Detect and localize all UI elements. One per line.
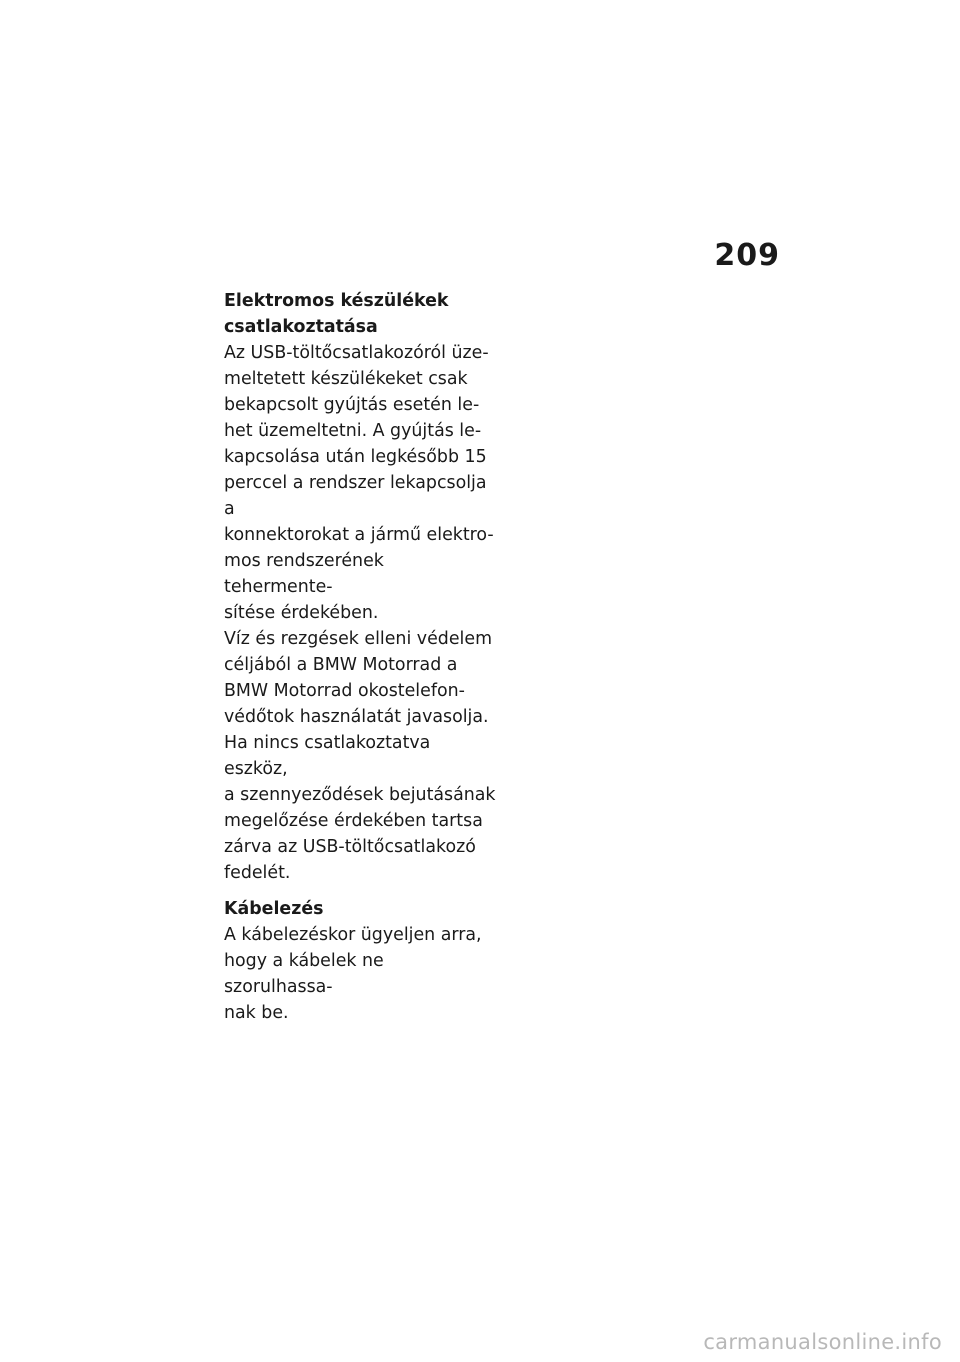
watermark: carmanualsonline.info — [703, 1330, 942, 1354]
paragraph-usb-operation: Az USB-töltőcsatlakozóról üze- meltetett készülékeket csak bekapcsolt gyújtás esetén le- het üzemeltetni. A gyújtás le- kapcsolása után legkésőbb 15 perccel a rendszer lekapcsolja a konnektorokat a jármű elektro- mos rendszerének tehermente- sítése érdekében. — [224, 343, 494, 623]
paragraph-cabling: A kábelezéskor ügyeljen arra, hogy a kábelek ne szorulhassa- nak be. — [224, 925, 482, 1023]
paragraph-smartphone-case: Víz és rezgések elleni védelem céljából a BMW Motorrad a BMW Motorrad okostelefon- védőtok használatát javasolja. — [224, 629, 493, 727]
document-body — [224, 288, 496, 1026]
section-heading-line-1: Elektromos készülékek — [224, 291, 449, 311]
section-cabling — [224, 896, 496, 1026]
paragraph-usb-cover: Ha nincs csatlakoztatva eszköz, a szennyeződések bejutásának megelőzése érdekében tartsa zárva az USB-töltőcsatlakozó fedelét. — [224, 733, 496, 883]
section-electrical-devices — [224, 288, 496, 886]
section-spacer — [224, 886, 496, 896]
section-heading-line-2: csatlakoztatása — [224, 317, 378, 337]
page-number: 209 — [714, 238, 780, 273]
section-heading-cabling: Kábelezés — [224, 899, 324, 919]
